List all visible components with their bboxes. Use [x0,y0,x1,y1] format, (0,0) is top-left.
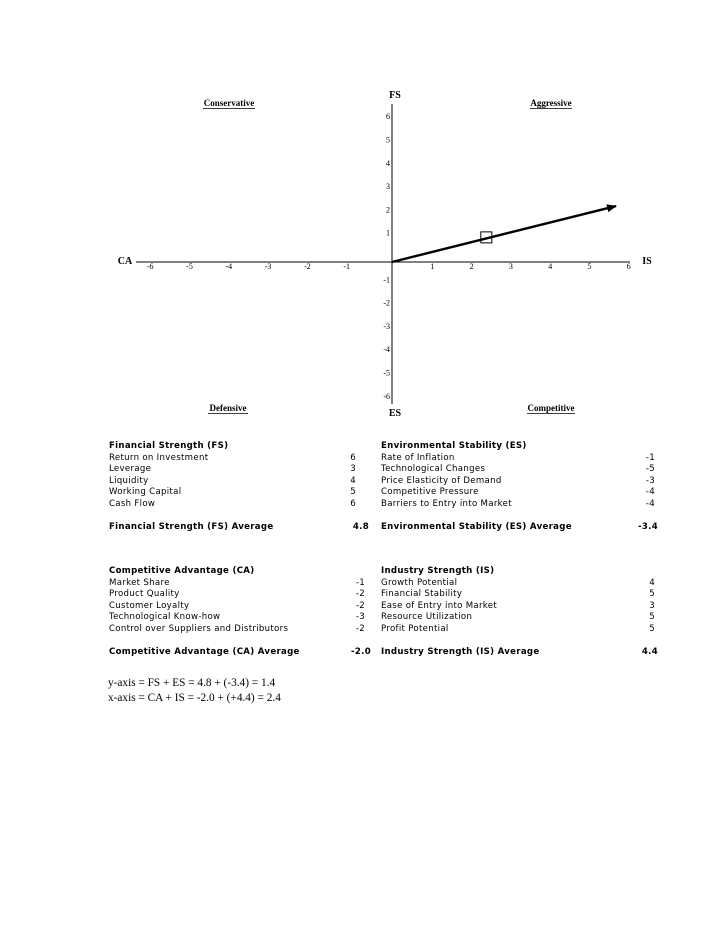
table-row: Ease of Entry into Market 3 [381,600,655,611]
x-tick-label: 4 [548,262,553,271]
es-average-row: Environmental Stability (ES) Average -3.4 [381,521,658,532]
table-row: Price Elasticity of Demand -3 [381,475,655,486]
axis-label-is: IS [642,256,652,267]
x-tick-label: -2 [304,262,311,271]
is-average-row: Industry Strength (IS) Average 4.4 [381,646,658,657]
ca-average-row: Competitive Advantage (CA) Average -2.0 [109,646,371,657]
y-tick-label: -6 [383,391,390,401]
y-tick-label: 1 [386,228,390,238]
x-tick-label: 3 [508,262,513,271]
x-tick-label: -5 [186,262,193,271]
y-tick-label: 4 [386,158,390,168]
y-tick-label: 3 [386,182,390,192]
y-tick-label: 5 [386,135,390,145]
es-table-title: Environmental Stability (ES) [381,441,527,451]
table-row: Liquidity 4 [109,475,356,486]
table-row: Financial Stability 5 [381,589,655,600]
table-row: Competitive Pressure -4 [381,487,655,498]
table-row: Barriers to Entry into Market -4 [381,498,655,509]
table-row: Technological Changes -5 [381,464,655,475]
y-tick-label: -2 [383,298,390,308]
fs-average-row: Financial Strength (FS) Average 4.8 [109,521,369,532]
table-row: Working Capital 5 [109,487,356,498]
x-tick-label: 5 [587,262,592,271]
fs-table [109,441,369,533]
axis-label-es: ES [388,408,402,419]
x-tick-label: -4 [225,262,233,271]
y-axis-formula: y-axis = FS + ES = 4.8 + (-3.4) = 1.4 [108,677,276,689]
table-row: Control over Suppliers and Distributors -2 [109,623,365,634]
space-matrix-chart [0,0,728,430]
table-row: Product Quality -2 [109,589,365,600]
axis-label-ca: CA [117,256,133,267]
table-row: Leverage 3 [109,464,356,475]
y-tick-label: 6 [386,112,390,122]
quadrant-label-conservative: Conservative [203,98,255,108]
table-row: Technological Know-how -3 [109,612,365,623]
is-table [381,566,658,658]
ca-table-title: Competitive Advantage (CA) [109,566,255,576]
table-row: Rate of Inflation -1 [381,452,655,463]
ca-table [109,566,371,658]
x-tick-label: 1 [430,262,435,271]
is-table-title: Industry Strength (IS) [381,566,495,576]
x-tick-label: 6 [626,262,631,271]
x-axis-formula: x-axis = CA + IS = -2.0 + (+4.4) = 2.4 [108,692,281,704]
quadrant-label-competitive: Competitive [527,403,575,413]
table-row: Resource Utilization 5 [381,612,655,623]
quadrant-label-aggressive: Aggressive [530,98,572,108]
axis-label-fs: FS [389,90,401,101]
y-tick-label: -3 [383,321,390,331]
x-tick-label: -3 [264,262,272,271]
y-tick-label: -1 [383,275,390,285]
fs-table-title: Financial Strength (FS) [109,441,229,451]
table-row: Profit Potential 5 [381,623,655,634]
x-tick-label: 2 [469,262,474,271]
table-row: Cash Flow 6 [109,498,356,509]
direction-vector-arrow [392,206,616,262]
table-row: Customer Loyalty -2 [109,600,365,611]
x-tick-label: -1 [343,262,351,271]
table-row: Market Share -1 [109,577,365,588]
es-table [381,441,658,533]
y-tick-label: 2 [386,205,390,215]
y-tick-label: -5 [383,368,390,378]
quadrant-label-defensive: Defensive [209,403,247,413]
y-tick-label: -4 [383,345,390,355]
table-row: Return on Investment 6 [109,452,356,463]
table-row: Growth Potential 4 [381,577,655,588]
x-tick-label: -6 [146,262,154,271]
